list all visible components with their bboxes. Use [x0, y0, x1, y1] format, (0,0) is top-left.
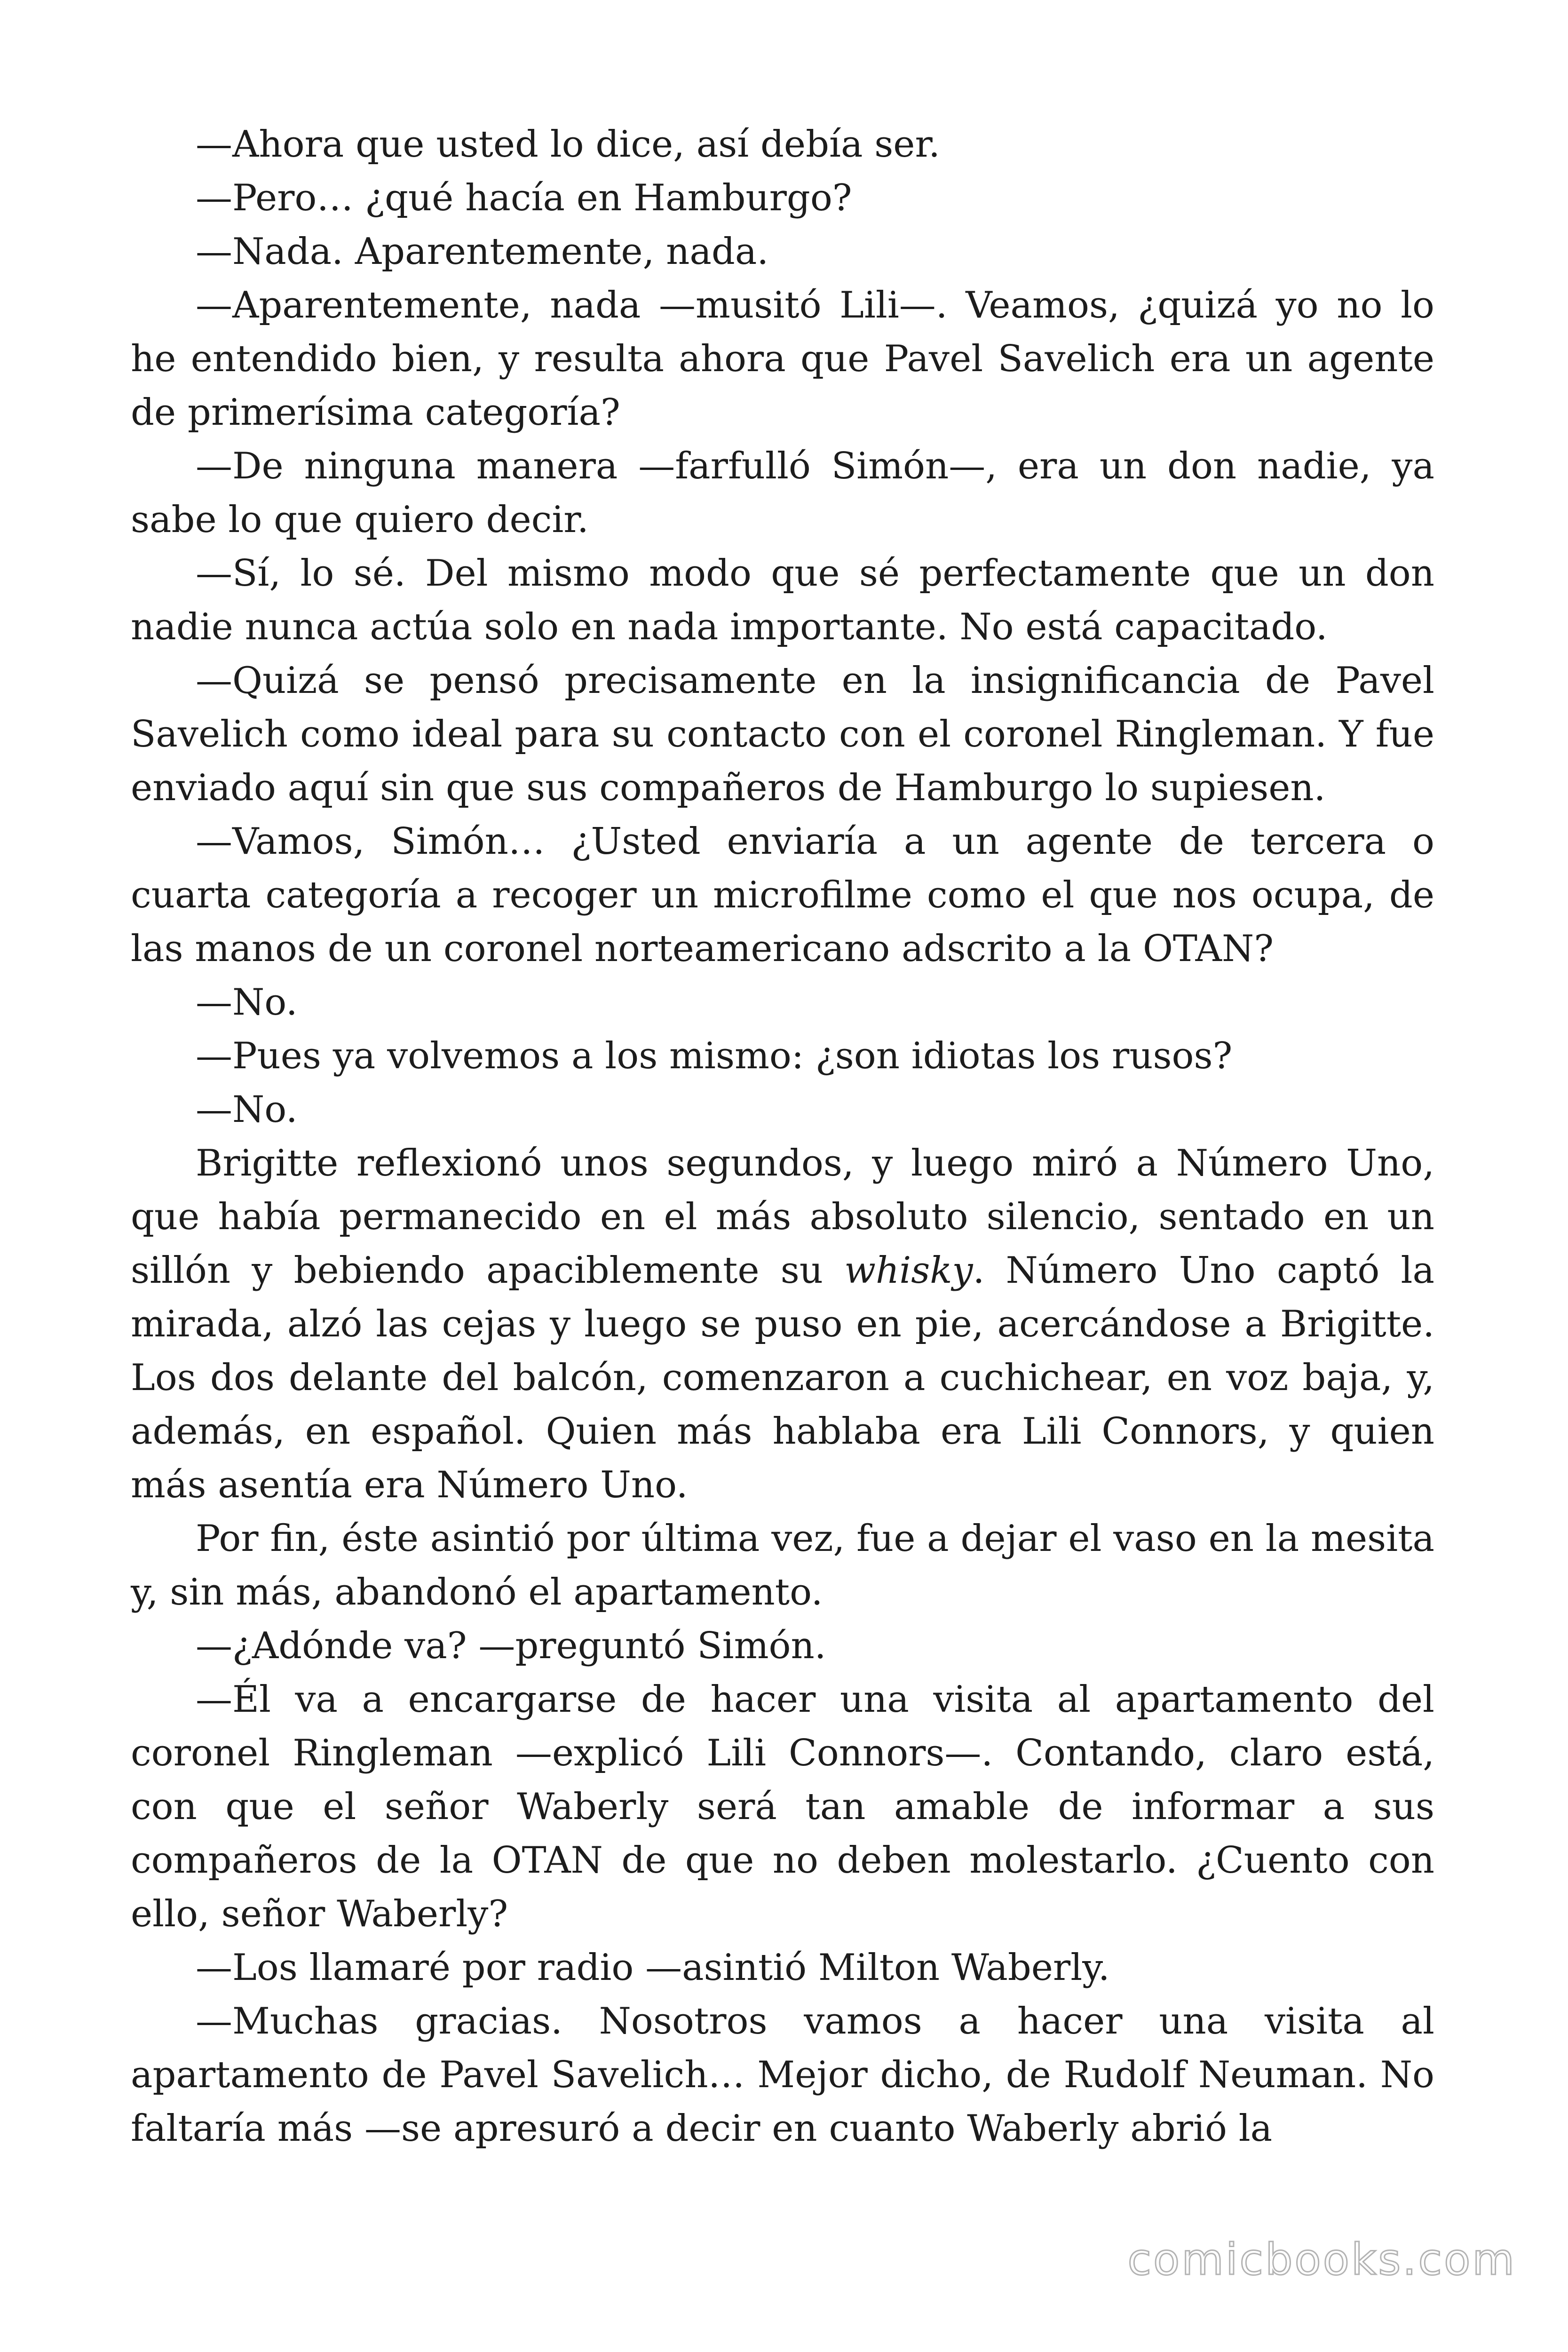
- paragraph-text: Brigitte reflexionó unos segundos, y luego miró a Número Uno, que había permanecido en el más absoluto silencio, sentado en un sillón y bebiendo apaciblemente su: [131, 1142, 1434, 1292]
- paragraph: —Vamos, Simón… ¿Usted enviaría a un agente de tercera o cuarta categoría a recoger un microfilme como el que nos ocupa, de las manos de un coronel norteamericano adscrito a la OTAN?: [131, 820, 1434, 970]
- paragraph-brigitte: [131, 1136, 1434, 1512]
- italic-word: whisky: [844, 1249, 973, 1292]
- watermark: comicbooks.com: [1127, 2234, 1516, 2285]
- page-body: [131, 118, 1434, 2187]
- paragraph: —De ninguna manera —farfulló Simón—, era un don nadie, ya sabe lo que quiero decir.: [131, 445, 1434, 541]
- paragraph: —Sí, lo sé. Del mismo modo que sé perfectamente que un don nadie nunca actúa solo en nada importante. No está capacitado.: [131, 552, 1434, 648]
- paragraph: —Aparentemente, nada —musitó Lili—. Veamos, ¿quizá yo no lo he entendido bien, y resulta ahora que Pavel Savelich era un agente de primerísima categoría?: [131, 284, 1434, 434]
- paragraph: —Él va a encargarse de hacer una visita al apartamento del coronel Ringleman —explicó Lili Connors—. Contando, claro está, con que el señor Waberly será tan amable de informar a sus compañeros de la OTAN de que no deben molestarlo. ¿Cuento con ello, señor Waberly?: [131, 1678, 1434, 1935]
- paragraph: —Quizá se pensó precisamente en la insignificancia de Pavel Savelich como ideal para su contacto con el coronel Ringleman. Y fue enviado aquí sin que sus compañeros de Hamburgo lo supiesen.: [131, 660, 1434, 809]
- paragraph: —Nada. Aparentemente, nada.: [196, 230, 769, 273]
- paragraph: —No.: [196, 981, 298, 1024]
- paragraph: Por fin, éste asintió por última vez, fue a dejar el vaso en la mesita y, sin más, abandonó el apartamento.: [131, 1518, 1434, 1613]
- paragraph: —Pues ya volvemos a los mismo: ¿son idiotas los rusos?: [196, 1035, 1233, 1077]
- paragraph: —Ahora que usted lo dice, así debía ser.: [196, 123, 940, 166]
- paragraph: —No.: [196, 1089, 298, 1131]
- paragraph-text: . Número Uno captó la mirada, alzó las cejas y luego se puso en pie, acercándose a Brigitte. Los dos delante del balcón, comenzaron a cuchichear, en voz baja, y, además, en español. Quien más hablaba era Lili Connors, y quien más asentía era Número Uno.: [131, 1249, 1434, 1506]
- paragraph: —Muchas gracias. Nosotros vamos a hacer una visita al apartamento de Pavel Savelich… Mejor dicho, de Rudolf Neuman. No faltaría más —se apresuró a decir en cuanto Waberly abrió la: [131, 2000, 1434, 2150]
- paragraph: —Los llamaré por radio —asintió Milton Waberly.: [196, 1947, 1110, 1989]
- paragraph: —¿Adónde va? —preguntó Simón.: [196, 1625, 826, 1667]
- paragraph: —Pero… ¿qué hacía en Hamburgo?: [196, 177, 852, 219]
